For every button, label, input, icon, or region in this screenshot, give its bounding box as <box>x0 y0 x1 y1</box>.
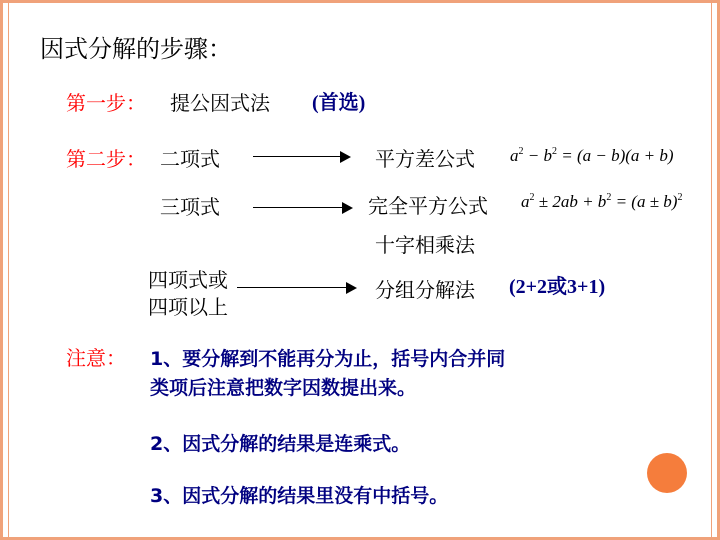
binomial-label: 二项式 <box>160 147 220 171</box>
decorative-circle <box>647 453 687 493</box>
grouping-note: (2+2或3+1) <box>509 276 606 298</box>
trinomial-label: 三项式 <box>160 195 220 219</box>
step2-label: 第二步： <box>66 147 146 171</box>
grouping-method: 分组分解法 <box>375 278 475 302</box>
frame-border-top <box>0 0 720 3</box>
arrow-four-terms <box>237 282 357 294</box>
perfect-square-formula: $a^2 \pm 2ab + b^2 = (a \pm b)^2$ <box>521 192 683 211</box>
four-terms-label-line1: 四项式或 <box>148 268 228 292</box>
note-item-2: 2、因式分解的结果是连乘式。 <box>150 433 411 455</box>
cross-multiplication-method: 十字相乘法 <box>375 233 475 257</box>
arrow-binomial <box>253 151 351 163</box>
step1-method: 提公因式法 <box>170 91 270 115</box>
step1-note: (首选) <box>312 92 366 114</box>
decor-line-left <box>8 3 9 537</box>
diff-squares-method: 平方差公式 <box>375 147 475 171</box>
arrow-trinomial <box>253 202 353 214</box>
perfect-square-method: 完全平方公式 <box>368 194 488 218</box>
notes-label: 注意： <box>66 346 126 370</box>
decor-line-right <box>711 3 712 537</box>
note-item-1-line1: 1、要分解到不能再分为止，括号内合并同 <box>150 348 506 370</box>
diff-squares-formula: $a^2 - b^2 = (a - b)(a + b)$ <box>510 146 674 165</box>
page-title: 因式分解的步骤： <box>40 35 232 63</box>
four-terms-label-line2: 四项以上 <box>148 295 228 319</box>
frame-border-left <box>0 0 3 540</box>
step1-label: 第一步： <box>66 91 146 115</box>
note-item-3: 3、因式分解的结果里没有中括号。 <box>150 485 449 507</box>
note-item-1-line2: 类项后注意把数字因数提出来。 <box>150 377 417 399</box>
